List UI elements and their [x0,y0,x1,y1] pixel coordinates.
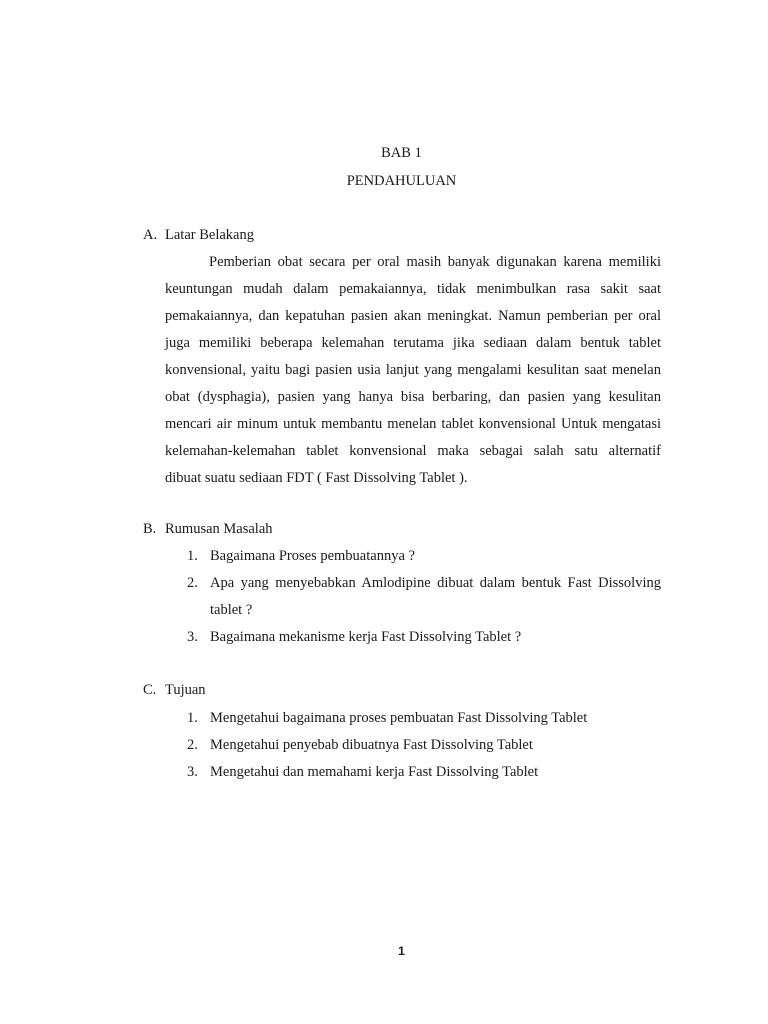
list-item-number: 2. [187,737,198,753]
paragraph-line: dibuat suatu sediaan FDT ( Fast Dissolving Tablet ). [165,470,468,486]
list-item [187,543,661,570]
list-item [187,732,661,759]
list-item-number: 1. [187,710,198,726]
paragraph-line: mencari air minum untuk membantu menelan tablet konvensional Untuk mengatasi [165,416,661,432]
section-a-title: Latar Belakang [165,227,254,243]
list-item-text: Mengetahui bagaimana proses pembuatan Fast Dissolving Tablet [210,710,588,726]
paragraph-line: obat (dysphagia), pasien yang hanya bisa berbaring, dan pasien yang kesulitan [165,389,661,405]
section-c-title: Tujuan [165,682,206,698]
paragraph-line: keuntungan mudah dalam pemakaiannya, tidak menimbulkan rasa sakit saat [165,281,661,297]
list-item [187,570,661,624]
list-item-text: Mengetahui dan memahami kerja Fast Dissolving Tablet [210,764,539,780]
list-item-number: 3. [187,764,198,780]
section-c-heading [143,682,206,699]
section-b-title: Rumusan Masalah [165,521,273,537]
latar-belakang-paragraph [165,249,661,492]
list-item [187,759,661,786]
rumusan-masalah-list [187,543,661,651]
list-item-number: 2. [187,575,198,591]
list-item-number: 1. [187,548,198,564]
paragraph-line: pemakaiannya, dan kepatuhan pasien akan meningkat. Namun pemberian per oral [165,308,661,324]
list-item-number: 3. [187,629,198,645]
section-b-heading [143,521,273,538]
paragraph-line: konvensional, yaitu bagi pasien usia lanjut yang mengalami kesulitan saat menelan [165,362,661,378]
section-a-letter: A. [143,227,158,243]
paragraph-line: kelemahan-kelemahan tablet konvensional maka sebagai salah satu alternatif [165,443,661,459]
list-item [187,705,661,732]
section-a-heading [143,227,254,244]
list-item [187,624,661,651]
page-number: 1 [398,944,405,958]
paragraph-line: juga memiliki beberapa kelemahan terutama jika sediaan dalam bentuk tablet [165,335,661,351]
list-item-text: Mengetahui penyebab dibuatnya Fast Dissolving Tablet [210,737,533,753]
tujuan-list [187,705,661,786]
paragraph-line: Pemberian obat secara per oral masih banyak digunakan karena memiliki [209,254,661,270]
chapter-number: BAB 1 [381,145,422,161]
list-item-text: Bagaimana mekanisme kerja Fast Dissolving Tablet ? [210,629,522,645]
list-item-text-continued: tablet ? [210,602,253,618]
list-item-text: Bagaimana Proses pembuatannya ? [210,548,415,564]
list-item-text: Apa yang menyebabkan Amlodipine dibuat dalam bentuk Fast Dissolving [210,575,661,591]
chapter-title: PENDAHULUAN [346,173,457,189]
section-c-letter: C. [143,682,157,698]
section-b-letter: B. [143,521,157,537]
